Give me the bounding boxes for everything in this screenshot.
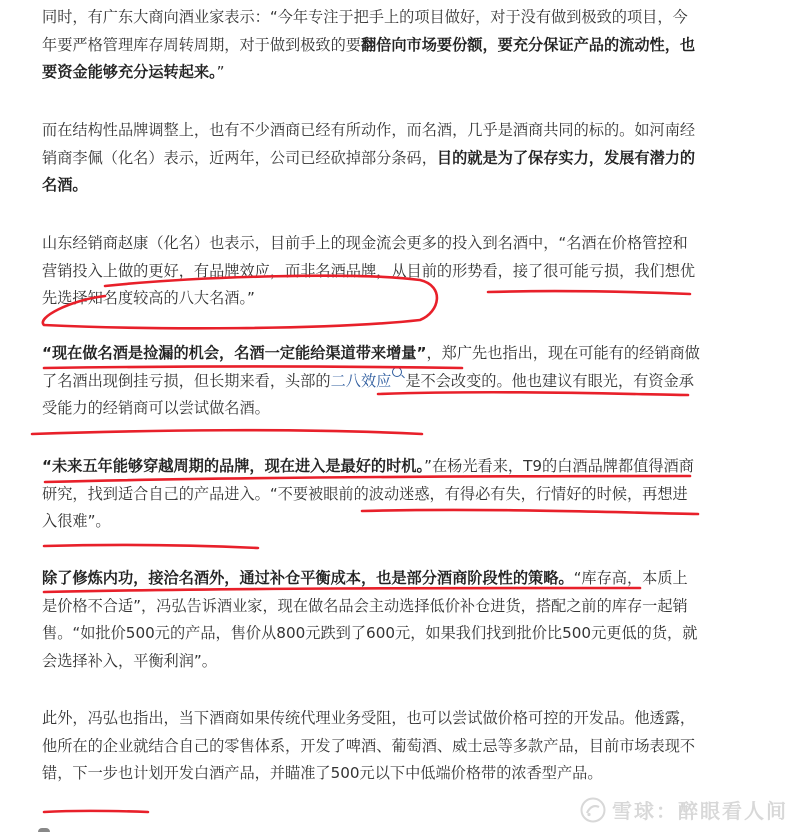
xueqiu-logo-icon: [580, 797, 606, 823]
paragraph-3: [42, 230, 702, 313]
search-icon[interactable]: [392, 367, 402, 377]
p2-text-1: 而在结构性品牌调整上，也有不少酒商已经有所动作，而名酒，几乎是酒商共同的标的。如河南经销商李佩（化名）表示，近两年，公司已经砍掉部分条码，: [42, 121, 696, 167]
paragraph-4: [42, 340, 702, 423]
link-28-effect[interactable]: 二八效应: [330, 371, 392, 390]
p1-text-1: 同时，有广东大商向酒业家表示：“今年专注于把手上的项目做好，对于没有做到极致的项目，今年要严格管理库存周转周期，对于做到极致的要: [42, 8, 688, 54]
page-indicator-dot: [38, 828, 50, 832]
underline-long-term: [32, 430, 422, 434]
p3-text-1: 山东经销商赵康（化名）也表示，目前手上的现金流会更多的投入到名酒中，“名酒在价格管控和营销投入上做的更好，有品牌效应，而非名酒品牌，从目前的形势看，接了很可能亏损，我们想优先选择知名度较高的八大名酒。”: [42, 234, 696, 308]
p6-bold-1: 除了修炼内功，接洽名酒外，通过补仓平衡成本，也是部分酒商阶段性的策略。: [42, 569, 574, 587]
p5-bold-1: “未来五年能够穿越周期的品牌，现在进入是最好的时机。: [42, 457, 425, 475]
paragraph-2: [42, 117, 702, 200]
p4-text-2: 是不会改变的。他也建议有眼光，有资金承受能力的经销商可以尝试做名酒。: [42, 371, 694, 418]
p4-text-1: ，郑广先也指出，现在可能有的经销商做了名酒出现倒挂亏损，但长期来看，头部的: [42, 344, 700, 390]
watermark-text: 雪球：醉眼看人间: [612, 799, 788, 823]
paragraph-1: [42, 4, 702, 87]
paragraph-5: [42, 453, 702, 536]
p5-text-1: ”在杨光看来，T9的白酒品牌都值得酒商研究，找到适合自己的产品进入。“不要被眼前的波动迷惑，有得必有失，行情好的时候，再想进入很难”。: [42, 457, 694, 531]
p4-bold-1: “现在做名酒是捡漏的机会，名酒一定能给渠道带来增量”: [42, 344, 427, 362]
paragraph-7: [42, 705, 702, 788]
p7-text-1: 此外，冯弘也指出，当下酒商如果传统代理业务受阻，也可以尝试做价格可控的开发品。他透露，他所在的企业就结合自己的零售体系，开发了啤酒、葡萄酒、威士忌等多款产品，目前市场表现不错，下一步也计划开发白酒产品，并瞄准了500元以下中低端价格带的浓香型产品。: [42, 709, 696, 783]
p6-text-1: “库存高，本质上是价格不合适”，冯弘告诉酒业家，现在做名品会主动选择低价补仓进货，搭配之前的库存一起销售。“如批价500元的产品，售价从800元跌到了600元，如果我们找到批价比500元更低的货，就会选择补入，平衡利润”。: [42, 569, 698, 670]
underline-aroma: [44, 811, 148, 812]
p2-bold-1: 目的就是为了保存实力，发展有潜力的名酒。: [42, 148, 696, 195]
underline-hard-entry: [44, 545, 258, 548]
paragraph-6: [42, 565, 702, 675]
xueqiu-watermark: [580, 795, 788, 824]
p1-text-2: ”: [216, 63, 225, 82]
p1-bold-1: 翻倍向市场要份额，要充分保证产品的流动性，也要资金能够充分运转起来。: [42, 35, 696, 82]
